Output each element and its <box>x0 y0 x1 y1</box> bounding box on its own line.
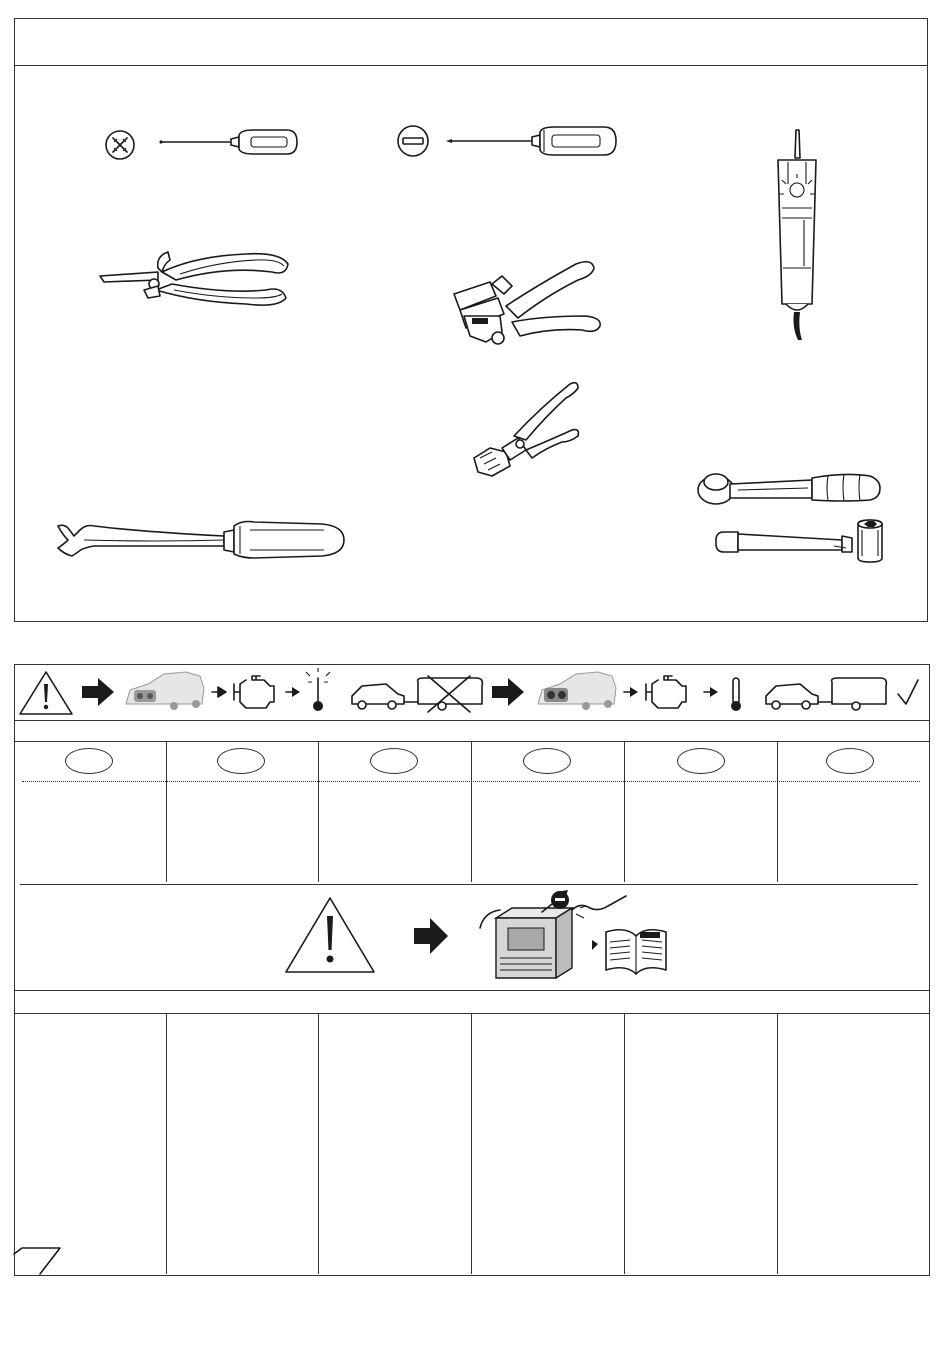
thermometer-hot-icon <box>306 668 330 711</box>
section2-header <box>14 990 930 1014</box>
column-divider <box>777 1014 778 1274</box>
battery-warning-row <box>280 888 680 984</box>
dotted-separator <box>22 781 920 782</box>
column-badge <box>217 748 265 774</box>
corner-fold-mark <box>14 1246 64 1276</box>
ratchet-wrench-icon <box>694 468 882 506</box>
car-front-lights-icon <box>538 672 616 710</box>
engine-check-icon <box>646 676 686 708</box>
arrow-right-icon <box>492 678 524 706</box>
column-divider <box>471 1014 472 1274</box>
car-trailer-crossed-icon <box>352 676 482 712</box>
car-trailer-check-icon <box>766 678 918 710</box>
phillips-symbol-icon <box>104 129 136 161</box>
column-badge <box>523 748 571 774</box>
flat-screwdriver-icon <box>444 124 619 160</box>
arrow-right-icon <box>82 678 114 706</box>
tools-panel-header <box>15 19 927 66</box>
warning-triangle-icon <box>286 898 374 972</box>
engine-check-icon <box>234 676 274 708</box>
flat-slot-symbol-icon <box>396 124 430 158</box>
warning-triangle-icon <box>20 672 72 714</box>
crimping-tool-icon <box>470 378 582 478</box>
column-badge <box>65 748 113 774</box>
arrow-small-icon <box>704 687 718 697</box>
column-divider <box>624 1014 625 1274</box>
arrow-small-icon <box>286 687 300 697</box>
column-divider <box>624 742 625 882</box>
pliers-icon <box>96 246 296 318</box>
section1-header <box>14 720 930 742</box>
phillips-screwdriver-icon <box>157 127 302 157</box>
column-divider <box>318 1014 319 1274</box>
thermometer-icon <box>731 678 741 711</box>
arrow-small-icon <box>624 687 638 697</box>
header-sequence <box>14 664 930 720</box>
manual-book-icon <box>592 930 666 974</box>
wire-stripper-icon <box>446 256 606 356</box>
socket-extension-icon <box>712 518 888 566</box>
column-divider <box>777 742 778 882</box>
column-badge <box>370 748 418 774</box>
section-divider <box>20 884 918 885</box>
car-front-lights-icon <box>126 672 204 710</box>
arrow-right-icon <box>414 918 448 954</box>
column-divider <box>318 742 319 882</box>
voltage-test-lamp-icon <box>768 128 828 344</box>
battery-disconnect-icon <box>480 890 626 978</box>
column-badge <box>826 748 874 774</box>
arrow-small-icon <box>212 687 226 697</box>
column-divider <box>166 742 167 882</box>
trim-removal-tool-icon <box>54 518 350 558</box>
column-divider <box>471 742 472 882</box>
column-divider <box>166 1014 167 1274</box>
column-badge <box>677 748 725 774</box>
